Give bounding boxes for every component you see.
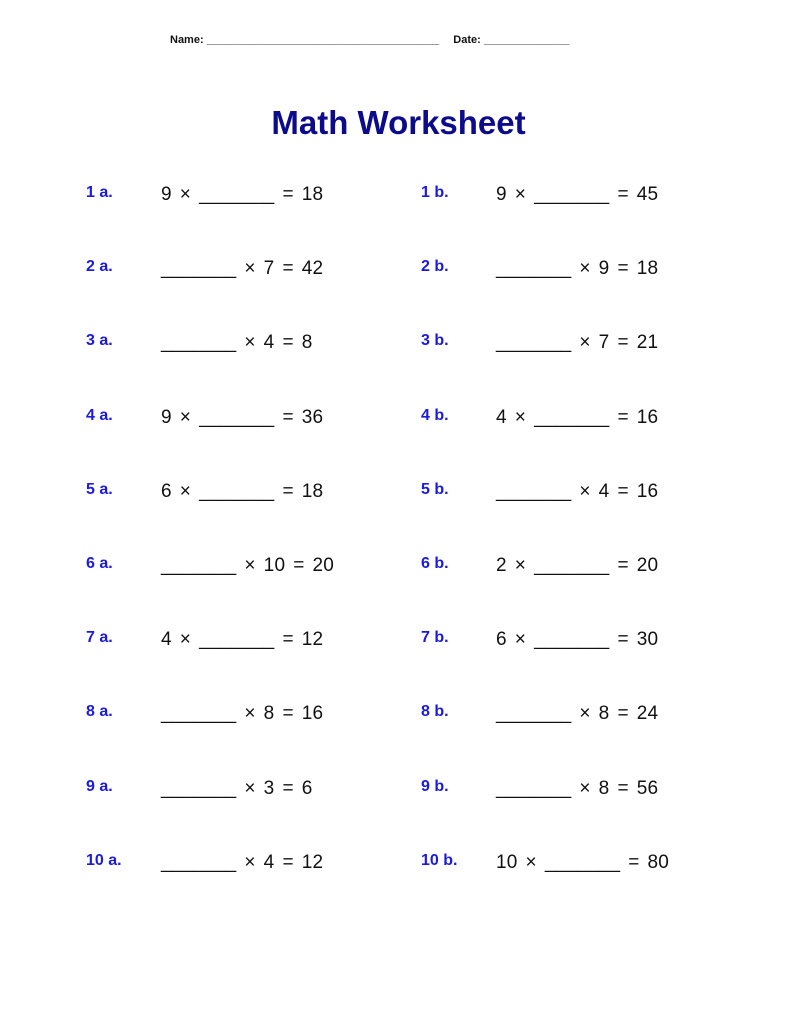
expression-number: 12	[301, 629, 324, 650]
times-sign: ×	[579, 481, 591, 502]
expression-number: 16	[636, 407, 659, 428]
expression-number: 18	[636, 258, 659, 279]
equals-sign: =	[617, 407, 629, 428]
equals-sign: =	[628, 852, 640, 873]
answer-blank: _______	[534, 629, 610, 650]
expression-number: 36	[301, 407, 324, 428]
problem-expression	[496, 852, 669, 874]
equals-sign: =	[617, 703, 629, 724]
times-sign: ×	[579, 778, 591, 799]
problem-expression	[161, 778, 313, 800]
problem-label: 2 a.	[86, 258, 113, 275]
problem-expression	[496, 332, 658, 354]
times-sign: ×	[514, 555, 527, 576]
answer-blank: _______	[199, 407, 275, 428]
expression-number: 21	[636, 332, 659, 353]
expression-number: 42	[301, 258, 324, 279]
expression-number: 18	[301, 184, 324, 205]
worksheet-title: Math Worksheet	[271, 104, 526, 141]
equals-sign: =	[282, 184, 294, 205]
expression-number: 8	[598, 778, 610, 799]
header-line	[170, 34, 570, 46]
times-sign: ×	[514, 184, 527, 205]
problem-label: 6 b.	[421, 555, 449, 572]
problem-expression	[161, 703, 323, 725]
answer-blank: _______	[161, 555, 237, 576]
expression-number: 7	[598, 332, 610, 353]
expression-number: 6	[161, 481, 172, 502]
expression-number: 4	[496, 407, 507, 428]
problem-label: 4 b.	[421, 407, 449, 424]
problem-expression	[496, 629, 658, 651]
equals-sign: =	[617, 555, 629, 576]
problem-label: 4 a.	[86, 407, 113, 424]
problem-expression	[161, 629, 323, 651]
problem-label: 8 b.	[421, 703, 449, 720]
problem-label: 9 a.	[86, 778, 113, 795]
problem-expression	[496, 184, 658, 206]
times-sign: ×	[244, 258, 256, 279]
expression-number: 18	[301, 481, 324, 502]
name-label: Name:	[170, 34, 204, 46]
date-label: Date:	[453, 34, 481, 46]
equals-sign: =	[282, 778, 294, 799]
problem-expression	[161, 184, 323, 206]
expression-number: 8	[301, 332, 313, 353]
problem-expression	[161, 258, 323, 280]
problem-expression	[496, 407, 658, 429]
expression-number: 16	[636, 481, 659, 502]
answer-blank: _______	[496, 258, 572, 279]
problem-expression	[496, 481, 658, 503]
expression-number: 7	[263, 258, 275, 279]
equals-sign: =	[617, 481, 629, 502]
problem-expression	[161, 555, 334, 577]
answer-blank: _______	[534, 407, 610, 428]
answer-blank: _______	[161, 332, 237, 353]
problem-expression	[161, 481, 323, 503]
answer-blank: _______	[199, 481, 275, 502]
expression-number: 8	[263, 703, 275, 724]
times-sign: ×	[525, 852, 537, 873]
equals-sign: =	[617, 332, 629, 353]
times-sign: ×	[179, 184, 192, 205]
expression-number: 4	[263, 852, 275, 873]
expression-number: 9	[161, 407, 172, 428]
answer-blank: _______	[199, 629, 275, 650]
expression-number: 4	[598, 481, 610, 502]
problem-label: 5 b.	[421, 481, 449, 498]
date-blank: ______________	[483, 34, 570, 46]
expression-number: 6	[301, 778, 313, 799]
answer-blank: _______	[496, 481, 572, 502]
answer-blank: _______	[161, 258, 237, 279]
answer-blank: _______	[496, 332, 572, 353]
expression-number: 3	[263, 778, 275, 799]
problem-expression	[161, 852, 323, 874]
times-sign: ×	[579, 703, 591, 724]
expression-number: 4	[263, 332, 275, 353]
problem-label: 10 a.	[86, 852, 122, 869]
times-sign: ×	[244, 332, 256, 353]
expression-number: 30	[636, 629, 659, 650]
expression-number: 10	[496, 852, 518, 873]
equals-sign: =	[282, 481, 294, 502]
equals-sign: =	[617, 258, 629, 279]
answer-blank: _______	[161, 778, 237, 799]
equals-sign: =	[282, 629, 294, 650]
expression-number: 45	[636, 184, 659, 205]
answer-blank: _______	[161, 703, 237, 724]
problem-expression	[161, 407, 323, 429]
times-sign: ×	[179, 629, 192, 650]
answer-blank: _______	[161, 852, 237, 873]
expression-number: 9	[598, 258, 610, 279]
problem-label: 5 a.	[86, 481, 113, 498]
expression-number: 80	[647, 852, 670, 873]
problem-label: 3 b.	[421, 332, 449, 349]
problem-label: 1 a.	[86, 184, 113, 201]
problem-label: 9 b.	[421, 778, 449, 795]
expression-number: 4	[161, 629, 172, 650]
answer-blank: _______	[496, 778, 572, 799]
equals-sign: =	[293, 555, 305, 576]
problem-label: 7 b.	[421, 629, 449, 646]
problem-expression	[496, 778, 658, 800]
problem-expression	[496, 703, 658, 725]
problem-label: 2 b.	[421, 258, 449, 275]
expression-number: 9	[161, 184, 172, 205]
times-sign: ×	[179, 481, 192, 502]
answer-blank: _______	[544, 852, 621, 873]
times-sign: ×	[179, 407, 192, 428]
equals-sign: =	[617, 184, 629, 205]
times-sign: ×	[579, 258, 591, 279]
times-sign: ×	[579, 332, 591, 353]
problem-label: 7 a.	[86, 629, 113, 646]
expression-number: 20	[636, 555, 659, 576]
times-sign: ×	[514, 407, 527, 428]
times-sign: ×	[244, 703, 256, 724]
equals-sign: =	[282, 258, 294, 279]
expression-number: 12	[301, 852, 324, 873]
expression-number: 8	[598, 703, 610, 724]
expression-number: 9	[496, 184, 507, 205]
equals-sign: =	[282, 332, 294, 353]
answer-blank: _______	[534, 555, 610, 576]
times-sign: ×	[514, 629, 527, 650]
problem-label: 8 a.	[86, 703, 113, 720]
name-blank: ______________________________________	[206, 34, 440, 46]
expression-number: 56	[636, 778, 659, 799]
problem-label: 1 b.	[421, 184, 449, 201]
expression-number: 20	[312, 555, 335, 576]
expression-number: 16	[301, 703, 324, 724]
equals-sign: =	[617, 778, 629, 799]
expression-number: 24	[636, 703, 659, 724]
expression-number: 6	[496, 629, 507, 650]
answer-blank: _______	[534, 184, 610, 205]
times-sign: ×	[244, 778, 256, 799]
expression-number: 10	[263, 555, 286, 576]
times-sign: ×	[244, 555, 256, 576]
equals-sign: =	[282, 852, 294, 873]
equals-sign: =	[617, 629, 629, 650]
problem-label: 10 b.	[421, 852, 458, 869]
problem-expression	[496, 258, 658, 280]
problem-label: 3 a.	[86, 332, 113, 349]
problem-label: 6 a.	[86, 555, 113, 572]
times-sign: ×	[244, 852, 256, 873]
answer-blank: _______	[199, 184, 275, 205]
problem-expression	[496, 555, 658, 577]
problem-expression	[161, 332, 313, 354]
expression-number: 2	[496, 555, 507, 576]
answer-blank: _______	[496, 703, 572, 724]
equals-sign: =	[282, 703, 294, 724]
equals-sign: =	[282, 407, 294, 428]
